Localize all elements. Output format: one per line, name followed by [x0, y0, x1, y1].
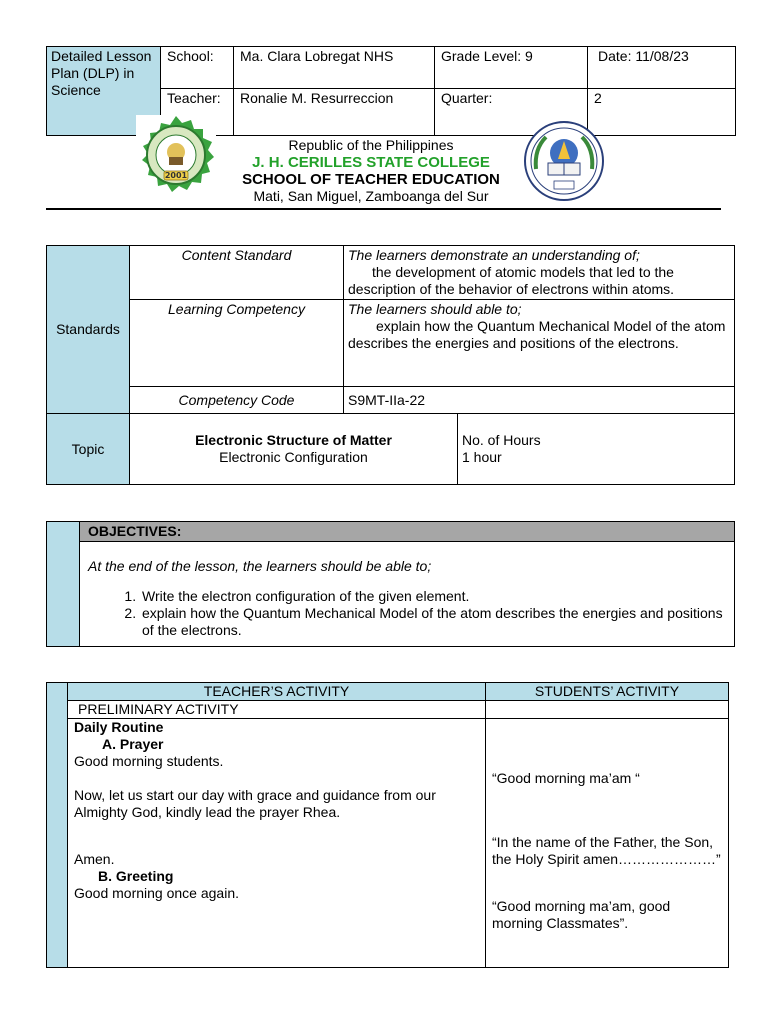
topic-cell — [130, 414, 458, 485]
learning-competency-label: Learning Competency — [130, 300, 344, 387]
header-divider — [46, 208, 721, 210]
quarter-value: 2 — [588, 89, 736, 136]
content-standard-lead: The learners demonstrate an understanding of; — [348, 247, 640, 263]
objectives-body — [80, 542, 735, 647]
objectives-side-band — [47, 522, 80, 647]
student-activity-header: STUDENTS’ ACTIVITY — [486, 683, 729, 701]
objective-item: 2. explain how the Quantum Mechanical Model of the atom describes the energies and positions of the electrons. — [140, 605, 728, 639]
standards-table — [46, 245, 735, 485]
learning-competency-lead: The learners should able to; — [348, 301, 522, 317]
preliminary-activity: PRELIMINARY ACTIVITY — [68, 701, 486, 719]
objectives-intro: At the end of the lesson, the learners should be able to; — [88, 558, 432, 574]
objectives-table — [46, 521, 735, 647]
grade-level: Grade Level: 9 — [435, 47, 588, 89]
objective-item: 1. Write the electron configuration of the given element. — [140, 588, 728, 605]
hours-cell — [458, 414, 735, 485]
school-name: SCHOOL OF TEACHER EDUCATION — [242, 171, 500, 188]
college-seal-logo — [136, 115, 216, 195]
objectives-list — [88, 588, 728, 639]
teacher-activity-cell — [68, 719, 486, 968]
student-line-prayer: “In the name of the Father, the Son, the Holy Spirit amen…………………” — [492, 834, 721, 867]
learning-competency-cell — [344, 300, 735, 387]
school-value: Ma. Clara Lobregat NHS — [234, 47, 435, 89]
learning-competency-body: explain how the Quantum Mechanical Model of the atom describes the energies and positions of the electrons. — [348, 318, 726, 351]
hours-value: 1 hour — [462, 449, 502, 465]
greeting-heading: B. Greeting — [98, 868, 174, 884]
college-name: J. H. CERILLES STATE COLLEGE — [252, 154, 490, 171]
teacher-label: Teacher: — [161, 89, 234, 136]
banner-text — [226, 137, 516, 205]
teacher-value: Ronalie M. Resurreccion — [234, 89, 435, 136]
quarter-label: Quarter: — [435, 89, 588, 136]
dlp-title: Detailed Lesson Plan (DLP) in Science — [51, 48, 152, 98]
standards-label: Standards — [47, 246, 130, 414]
content-standard-label: Content Standard — [130, 246, 344, 300]
activity-side-band — [47, 683, 68, 968]
teacher-line-amen: Amen. — [74, 851, 115, 867]
teacher-line-greeting-again: Good morning once again. — [74, 885, 239, 901]
seal-year: 2001 — [164, 171, 188, 180]
republic-line: Republic of the Philippines — [288, 137, 454, 153]
student-line-greeting: “Good morning ma’am “ — [492, 770, 640, 786]
competency-code-label: Competency Code — [130, 387, 344, 414]
objectives-heading: OBJECTIVES: — [80, 522, 735, 542]
teacher-activity-header: TEACHER’S ACTIVITY — [68, 683, 486, 701]
hours-label: No. of Hours — [462, 432, 541, 448]
student-line-greeting-back: “Good morning ma’am, good morning Classmates”. — [492, 898, 671, 931]
competency-code-value: S9MT-IIa-22 — [344, 387, 735, 414]
content-standard-body: the development of atomic models that led to the description of the behavior of electrons within atoms. — [348, 264, 675, 297]
preliminary-student-cell — [486, 701, 729, 719]
college-address: Mati, San Miguel, Zamboanga del Sur — [253, 188, 489, 204]
daily-routine-heading: Daily Routine — [74, 719, 164, 735]
prayer-heading: A. Prayer — [102, 736, 164, 752]
student-activity-cell — [486, 719, 729, 968]
date: Date: 11/08/23 — [588, 47, 736, 89]
college-banner — [46, 113, 721, 209]
activity-table — [46, 682, 729, 968]
school-of-teacher-education-logo — [522, 119, 606, 203]
content-standard-cell — [344, 246, 735, 300]
topic-subtitle: Electronic Configuration — [219, 449, 368, 465]
teacher-line-prayer: Now, let us start our day with grace and guidance from our Almighty God, kindly lead the prayer Rhea. — [74, 787, 436, 820]
topic-title: Electronic Structure of Matter — [195, 432, 392, 448]
teacher-line-greeting: Good morning students. — [74, 753, 224, 769]
school-label: School: — [161, 47, 234, 89]
topic-label: Topic — [47, 414, 130, 485]
